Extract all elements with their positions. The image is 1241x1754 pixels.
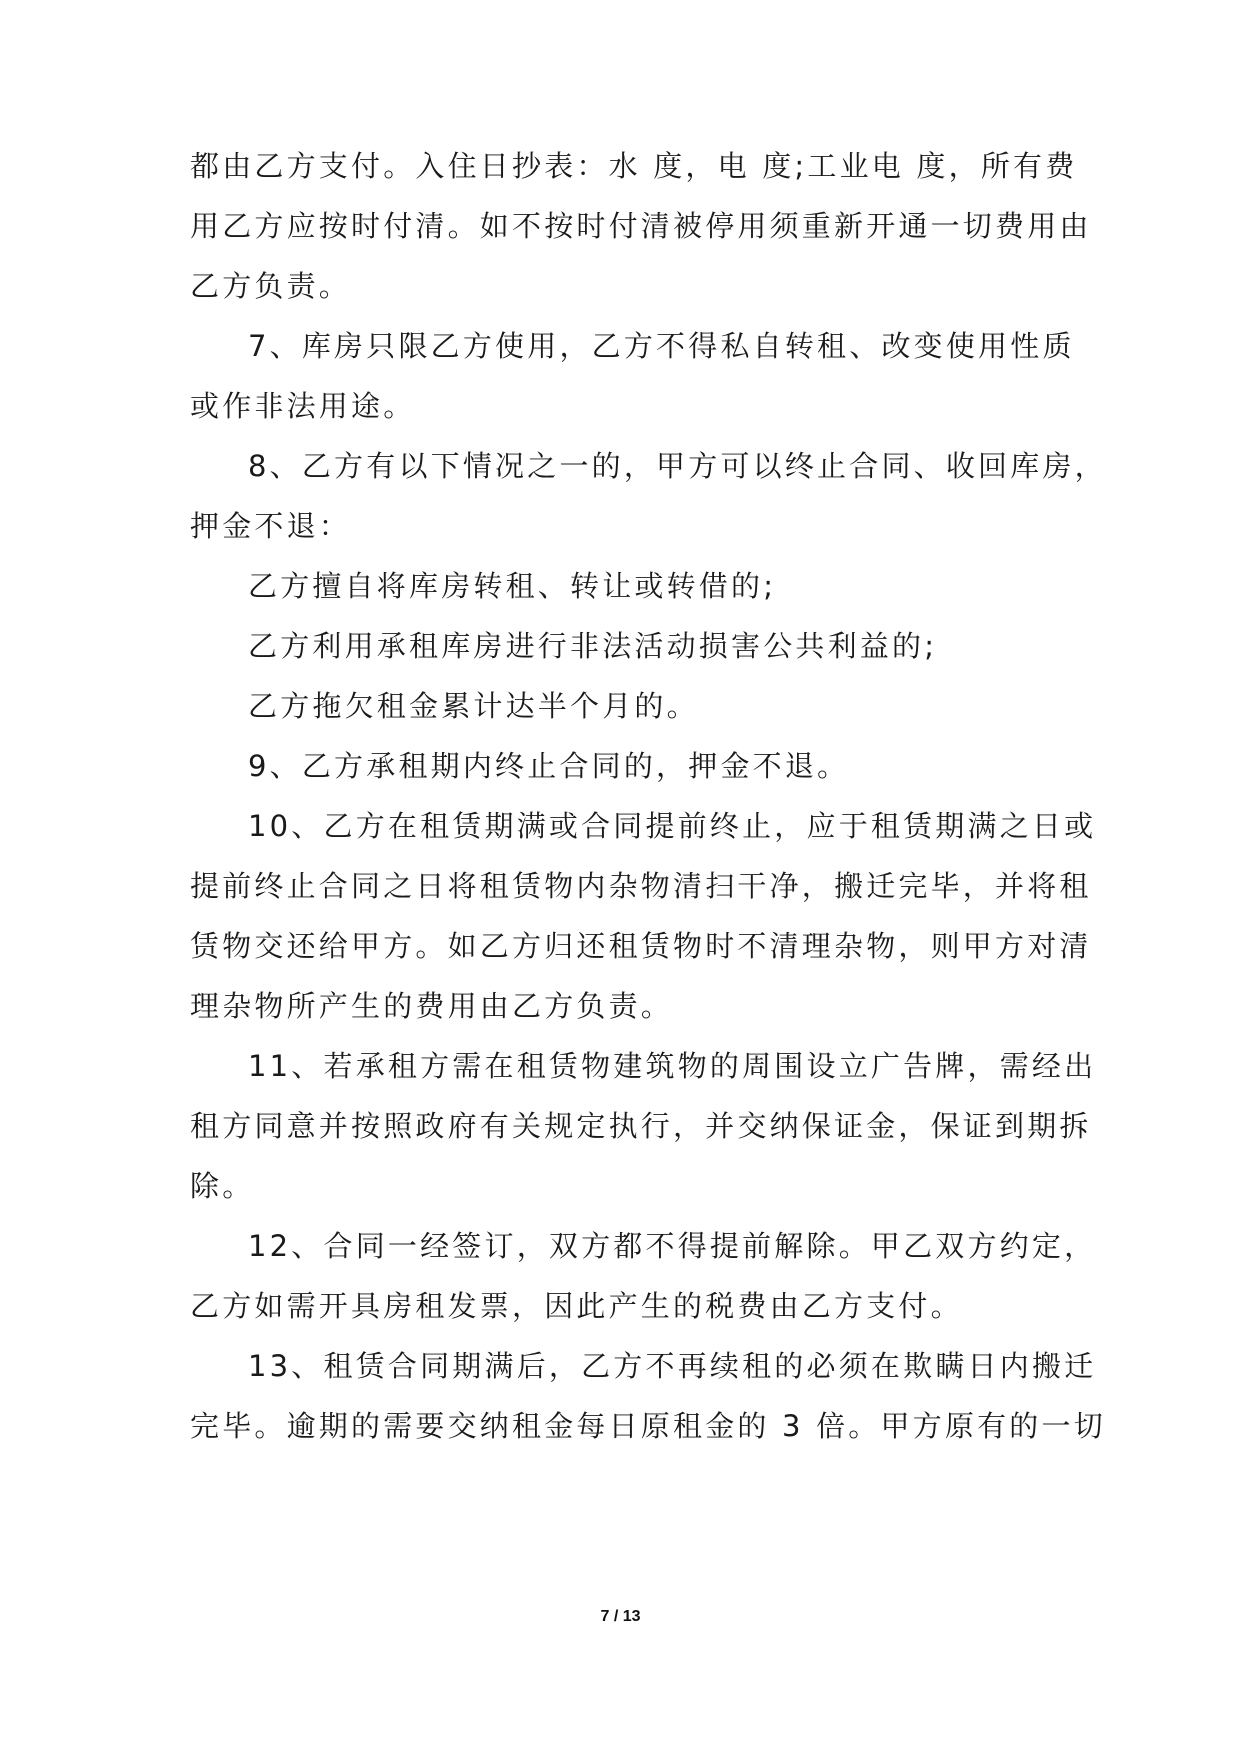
text-line: 租方同意并按照政府有关规定执行，并交纳保证金，保证到期拆 <box>190 1109 1092 1143</box>
text-line: 用乙方应按时付清。如不按时付清被停用须重新开通一切费用由 <box>190 209 1092 243</box>
text-line: 或作非法用途。 <box>190 389 416 423</box>
text-line: 都由乙方支付。入住日抄表：水 度，电 度;工业电 度，所有费 <box>190 149 1078 183</box>
text-line: 13、租赁合同期满后，乙方不再续租的必须在欺瞒日内搬迁 <box>248 1349 1097 1383</box>
text-line: 押金不退： <box>190 509 352 543</box>
text-line: 理杂物所产生的费用由乙方负责。 <box>190 989 674 1023</box>
text-line: 8、乙方有以下情况之一的，甲方可以终止合同、收回库房， <box>248 449 1107 483</box>
text-line: 乙方擅自将库房转租、转让或转借的; <box>248 569 777 603</box>
text-line: 10、乙方在租赁期满或合同提前终止，应于租赁期满之日或 <box>248 809 1097 843</box>
text-line: 11、若承租方需在租赁物建筑物的周围设立广告牌，需经出 <box>248 1049 1097 1083</box>
text-line: 9、乙方承租期内终止合同的，押金不退。 <box>248 749 850 783</box>
text-line: 完毕。逾期的需要交纳租金每日原租金的 3 倍。甲方原有的一切 <box>190 1409 1106 1443</box>
text-line: 乙方利用承租库房进行非法活动损害公共利益的; <box>248 629 938 663</box>
text-line: 除。 <box>190 1169 255 1203</box>
text-line: 提前终止合同之日将租赁物内杂物清扫干净，搬迁完毕，并将租 <box>190 869 1092 903</box>
text-line: 赁物交还给甲方。如乙方归还租赁物时不清理杂物，则甲方对清 <box>190 929 1092 963</box>
text-line: 乙方如需开具房租发票，因此产生的税费由乙方支付。 <box>190 1289 963 1323</box>
text-line: 7、库房只限乙方使用，乙方不得私自转租、改变使用性质 <box>248 329 1075 363</box>
text-line: 乙方拖欠租金累计达半个月的。 <box>248 689 699 723</box>
page-number: 7 / 13 <box>600 1608 641 1625</box>
text-line: 乙方负责。 <box>190 269 352 303</box>
text-line: 12、合同一经签订，双方都不得提前解除。甲乙双方约定， <box>248 1229 1097 1263</box>
